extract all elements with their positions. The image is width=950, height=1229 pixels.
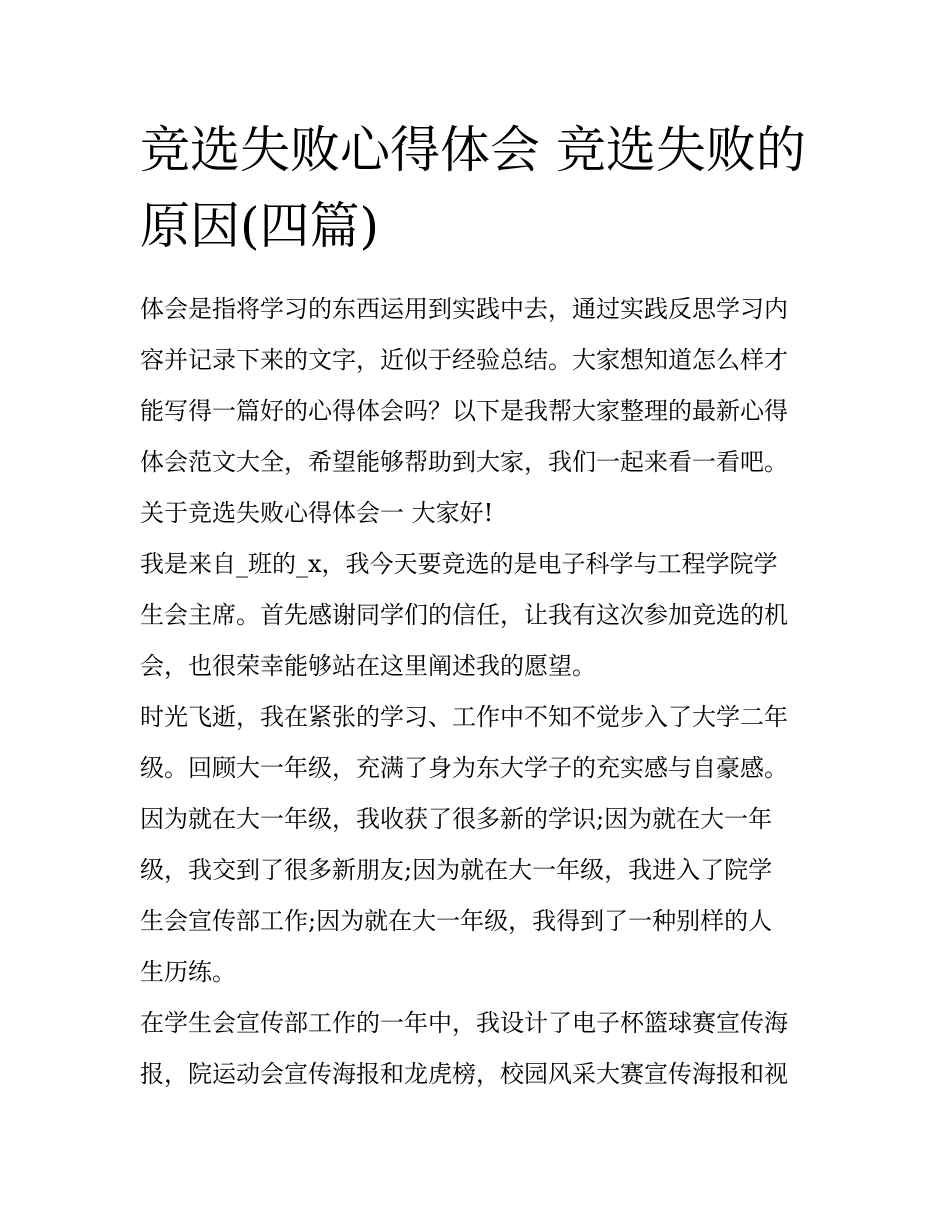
- document-page: [140, 112, 820, 1100]
- body-line: 能写得一篇好的心得体会吗？以下是我帮大家整理的最新心得: [140, 397, 788, 425]
- body-line: 因为就在大一年级，我收获了很多新的学识;因为就在大一年: [140, 805, 773, 833]
- body-line: 体会是指将学习的东西运用到实践中去，通过实践反思学习内: [140, 295, 788, 323]
- title-line-1: 竞选失败心得体会 竞选失败的: [140, 121, 806, 179]
- body-line: 会，也很荣幸能够站在这里阐述我的愿望。: [140, 652, 596, 680]
- body-line: 容并记录下来的文字，近似于经验总结。大家想知道怎么样才: [140, 346, 788, 374]
- body-line: 在学生会宣传部工作的一年中，我设计了电子杯篮球赛宣传海: [140, 1009, 788, 1037]
- body-line: 生会主席。首先感谢同学们的信任，让我有这次参加竞选的机: [140, 601, 788, 629]
- body-line: 时光飞逝，我在紧张的学习、工作中不知不觉步入了大学二年: [140, 703, 788, 731]
- body-line: 我是来自_班的_x，我今天要竞选的是电子科学与工程学院学: [140, 550, 778, 578]
- body-line: 级。回顾大一年级，充满了身为东大学子的充实感与自豪感。: [140, 754, 788, 782]
- body-line: 生会宣传部工作;因为就在大一年级，我得到了一种别样的人: [140, 907, 773, 935]
- document-title: [140, 112, 820, 264]
- body-line: 体会范文大全，希望能够帮助到大家，我们一起来看一看吧。: [140, 448, 788, 476]
- body-line: 报，院运动会宣传海报和龙虎榜，校园风采大赛宣传海报和视: [140, 1060, 788, 1088]
- document-body: [140, 284, 820, 1100]
- title-line-2: 原因(四篇): [140, 197, 380, 255]
- body-line: 级，我交到了很多新朋友;因为就在大一年级，我进入了院学: [140, 856, 773, 884]
- body-line: 关于竞选失败心得体会一 大家好!: [140, 499, 494, 527]
- body-line: 生历练。: [140, 958, 236, 986]
